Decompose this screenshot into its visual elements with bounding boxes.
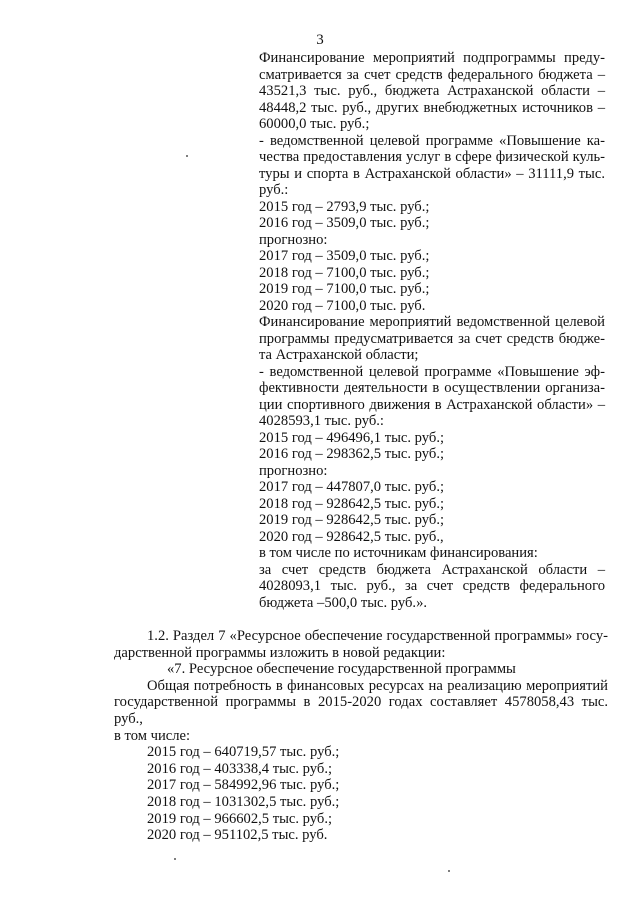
main-text <box>114 628 608 844</box>
text-line: ции спортивного движения в Астраханской области» – <box>259 396 605 413</box>
text-line: прогнозно: <box>259 231 328 248</box>
year-line: 2020 год – 7100,0 тыс. руб. <box>259 297 426 314</box>
text-line: 48448,2 тыс. руб., других внебюджетных источников – <box>259 99 605 116</box>
scan-speck <box>448 870 450 872</box>
text-line: чества предоставления услуг в сфере физической куль- <box>259 149 605 165</box>
year-line: 2018 год – 1031302,5 тыс. руб.; <box>147 793 340 810</box>
year-line: 2017 год – 447807,0 тыс. руб.; <box>259 479 445 495</box>
paragraph-line: Общая потребность в финансовых ресурсах на реализацию мероприятий <box>147 677 608 694</box>
year-line: 2019 год – 7100,0 тыс. руб.; <box>259 281 430 297</box>
text-line: - ведомственной целевой программе «Повышение ка- <box>259 132 605 149</box>
text-line: бюджета –500,0 тыс. руб.». <box>259 594 428 611</box>
year-line: 2015 год – 496496,1 тыс. руб.; <box>259 429 445 446</box>
text-line: программы предусматривается за счет средств бюдже- <box>259 330 605 347</box>
paragraph-line: государственной программы в 2015-2020 годах составляет 4578058,43 тыс. руб., <box>114 694 608 727</box>
year-line: 2017 год – 3509,0 тыс. руб.; <box>259 248 430 264</box>
text-line: фективности деятельности в осуществлении организа- <box>259 380 605 396</box>
section-heading: «7. Ресурсное обеспечение государственной программы <box>167 661 516 678</box>
text-line: 60000,0 тыс. руб.; <box>259 116 370 132</box>
paragraph-line: в том числе: <box>114 727 191 744</box>
text-line: та Астраханской области; <box>259 347 419 363</box>
text-line: сматривается за счет средств федерального бюджета – <box>259 66 605 83</box>
text-line: в том числе по источникам финансирования: <box>259 545 538 561</box>
year-line: 2015 год – 2793,9 тыс. руб.; <box>259 198 430 215</box>
paragraph-line: дарственной программы изложить в новой редакции: <box>114 644 446 661</box>
text-line: туры и спорта в Астраханской области» – 31111,9 тыс. <box>259 165 605 182</box>
year-line: 2015 год – 640719,57 тыс. руб.; <box>147 744 340 761</box>
year-line: 2017 год – 584992,96 тыс. руб.; <box>147 777 340 794</box>
text-line: Финансирование мероприятий подпрограммы преду- <box>259 50 605 66</box>
text-line: 4028593,1 тыс. руб.: <box>259 413 384 429</box>
paragraph-line: 1.2. Раздел 7 «Ресурсное обеспечение государственной программы» госу- <box>147 628 608 644</box>
text-line: прогнозно: <box>259 462 328 479</box>
text-line: 4028093,1 тыс. руб., за счет средств федерального <box>259 578 605 594</box>
scan-speck <box>186 155 188 157</box>
year-line: 2020 год – 951102,5 тыс. руб. <box>147 827 328 844</box>
text-line: 43521,3 тыс. руб., бюджета Астраханской области – <box>259 83 605 99</box>
text-line: руб.: <box>259 182 289 198</box>
year-line: 2016 год – 403338,4 тыс. руб.; <box>147 760 333 777</box>
text-line: - ведомственной целевой программе «Повышение эф- <box>259 363 605 380</box>
year-line: 2018 год – 928642,5 тыс. руб.; <box>259 495 445 512</box>
text-line: за счет средств бюджета Астраханской области – <box>259 561 605 578</box>
year-line: 2020 год – 928642,5 тыс. руб., <box>259 528 444 545</box>
year-line: 2019 год – 966602,5 тыс. руб.; <box>147 810 333 827</box>
scan-speck <box>174 858 176 860</box>
page-number: 3 <box>316 32 324 48</box>
text-line: Финансирование мероприятий ведомственной целевой <box>259 314 605 330</box>
year-line: 2018 год – 7100,0 тыс. руб.; <box>259 264 430 281</box>
right-column-text <box>259 50 605 611</box>
year-line: 2019 год – 928642,5 тыс. руб.; <box>259 512 445 528</box>
year-line: 2016 год – 3509,0 тыс. руб.; <box>259 215 430 231</box>
year-line: 2016 год – 298362,5 тыс. руб.; <box>259 446 445 462</box>
